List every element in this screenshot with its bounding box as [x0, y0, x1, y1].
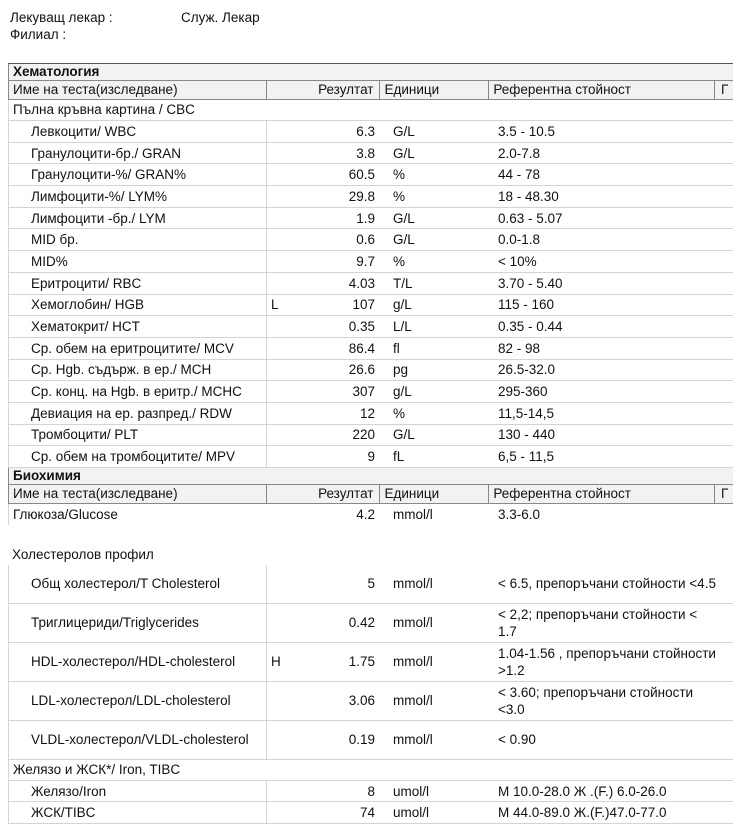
biochemistry-title: Биохимия [8, 468, 733, 485]
test-name: MID% [9, 251, 267, 272]
test-flag: L [271, 297, 279, 313]
table-row [8, 381, 733, 403]
test-reference: 0.35 - 0.44 [498, 319, 563, 335]
test-reference: 82 - 98 [498, 340, 541, 356]
test-result: 8 [367, 783, 375, 799]
test-name: Гранулоцити-%/ GRAN% [9, 164, 267, 185]
test-result: 4.2 [356, 506, 375, 522]
test-reference: < 3.60; препоръчани стойности <3.0 [498, 684, 694, 717]
test-name: Общ холестерол/T Cholesterol [9, 565, 267, 603]
test-name: ЖСК/TIBC [9, 802, 267, 823]
test-unit: pg [393, 362, 409, 378]
test-name: Ср. Hgb. съдърж. в ер./ MCH [9, 360, 267, 381]
test-unit: umol/l [393, 783, 430, 799]
test-result: 86.4 [348, 340, 375, 356]
test-reference: 3.3-6.0 [498, 506, 541, 522]
table-row [8, 295, 733, 317]
test-name: Хематокрит/ HCT [9, 316, 267, 337]
test-result: 4.03 [348, 275, 375, 291]
cholesterol-group: Холестеролов профил [12, 546, 154, 562]
test-reference: 26.5-32.0 [498, 362, 556, 378]
test-reference: М 10.0-28.0 Ж .(F.) 6.0-26.0 [498, 783, 667, 799]
test-reference: 0.63 - 5.07 [498, 210, 563, 226]
test-result: 29.8 [348, 188, 375, 204]
table-row [8, 604, 733, 643]
test-reference: 115 - 160 [498, 297, 555, 313]
table-row [8, 121, 733, 143]
test-unit: mmol/l [393, 732, 433, 748]
test-unit: g/L [393, 297, 412, 313]
test-name: Желязо/Iron [9, 781, 267, 802]
test-result: 0.42 [348, 615, 375, 631]
branch-label: Филиал : [10, 27, 67, 42]
test-name: VLDL-холестерол/VLDL-cholesterol [9, 721, 267, 759]
test-reference: М 44.0-89.0 Ж.(F.)47.0-77.0 [498, 805, 667, 821]
test-flag: H [271, 654, 281, 670]
table-row [8, 565, 733, 604]
test-name: Девиация на ер. разпред./ RDW [9, 403, 267, 424]
test-unit: mmol/l [393, 506, 433, 522]
col-flag [267, 81, 307, 99]
test-reference: < 6.5, препоръчани стойности <4.5 [498, 576, 716, 592]
test-reference: 2.0-7.8 [498, 145, 541, 161]
test-reference: 6,5 - 11,5 [498, 449, 555, 465]
test-reference: 18 - 48.30 [498, 188, 559, 204]
iron-group: Желязо и ЖСК*/ Iron, TIBC [8, 760, 733, 781]
test-result: 6.3 [356, 123, 375, 139]
test-reference: < 0.90 [498, 732, 536, 748]
test-result: 12 [359, 405, 375, 421]
table-row [8, 338, 733, 360]
test-unit: L/L [393, 319, 412, 335]
test-unit: mmol/l [393, 576, 433, 592]
test-name: Гранулоцити-бр./ GRAN [9, 143, 267, 164]
table-row [8, 316, 733, 338]
test-unit: % [393, 188, 406, 204]
col-name: Име на теста(изследване) [9, 485, 267, 503]
test-unit: fL [393, 449, 405, 465]
test-unit: G/L [393, 145, 415, 161]
test-reference: 0.0-1.8 [498, 232, 541, 248]
table-row [8, 802, 733, 824]
table-row [8, 446, 733, 468]
branch-line [10, 26, 66, 43]
test-name: Левкоцити/ WBC [9, 121, 267, 142]
col-result: Резултат [307, 485, 381, 503]
test-result: 3.8 [356, 145, 375, 161]
test-reference: 3.5 - 10.5 [498, 123, 556, 139]
test-name: Ср. конц. на Hgb. в еритр./ MCHC [9, 381, 267, 402]
test-name: Триглицериди/Triglycerides [9, 604, 267, 642]
test-name: Хемоглобин/ HGB [9, 295, 267, 316]
col-reference: Референтна стойност [489, 81, 715, 99]
test-name: LDL-холестерол/LDL-cholesterol [9, 682, 267, 720]
table-row [8, 643, 733, 682]
test-reference: 295-360 [498, 384, 548, 400]
test-unit: % [393, 167, 406, 183]
iron-rows [8, 781, 733, 824]
table-row [8, 682, 733, 721]
table-row [8, 186, 733, 208]
table-row [8, 425, 733, 447]
doctor-label: Лекуващ лекар : [10, 10, 113, 25]
test-name: Лимфоцити -бр./ LYM [9, 208, 267, 229]
test-result: 3.06 [348, 693, 375, 709]
test-name: Ср. обем на тромбоцитите/ MPV [9, 446, 267, 467]
test-name: Еритроцити/ RBC [9, 273, 267, 294]
test-result: 1.75 [348, 654, 375, 670]
hematology-title: Хематология [8, 64, 733, 81]
test-unit: g/L [393, 384, 412, 400]
hematology-column-header [8, 81, 733, 100]
test-name: Глюкоза/Glucose [13, 506, 118, 522]
table-row [8, 273, 733, 295]
col-last: Г [715, 81, 733, 99]
col-reference: Референтна стойност [489, 485, 715, 503]
table-row [8, 403, 733, 425]
test-unit: % [393, 253, 406, 269]
test-reference: < 2,2; препоръчани стойности < 1.7 [498, 606, 698, 639]
test-reference: 130 - 440 [498, 427, 556, 443]
test-unit: mmol/l [393, 654, 433, 670]
test-result: 307 [352, 384, 375, 400]
test-name: HDL-холестерол/HDL-cholesterol [9, 643, 267, 681]
cholesterol-rows [8, 565, 733, 760]
test-reference: 11,5-14,5 [498, 405, 555, 421]
results-table [8, 63, 733, 824]
col-units: Единици [380, 485, 489, 503]
table-row [8, 781, 733, 803]
col-units: Единици [380, 81, 489, 99]
test-result: 74 [359, 805, 375, 821]
table-row [8, 251, 733, 273]
table-row [8, 164, 733, 186]
test-name: Ср. обем на еритроцитите/ MCV [9, 338, 267, 359]
test-unit: mmol/l [393, 693, 433, 709]
test-result: 1.9 [356, 210, 375, 226]
test-reference: 44 - 78 [498, 167, 541, 183]
test-reference: 1.04-1.56 , препоръчани стойности >1.2 [498, 645, 716, 678]
table-row [8, 229, 733, 251]
biochemistry-column-header [8, 485, 733, 504]
test-result: 26.6 [348, 362, 375, 378]
test-result: 9 [367, 449, 375, 465]
test-name: Тромбоцити/ PLT [9, 425, 267, 446]
test-result: 60.5 [348, 167, 375, 183]
test-result: 220 [352, 427, 375, 443]
col-result: Резултат [307, 81, 381, 99]
col-last: Г [715, 485, 733, 503]
hematology-rows [8, 121, 733, 468]
test-name: MID бр. [9, 229, 267, 250]
test-result: 107 [352, 297, 375, 313]
test-unit: G/L [393, 232, 415, 248]
test-result: 0.19 [348, 732, 375, 748]
test-result: 5 [367, 576, 375, 592]
table-row [8, 143, 733, 165]
cbc-group: Пълна кръвна картина / CBC [8, 100, 733, 121]
doctor-value: Служ. Лекар [181, 10, 260, 25]
test-unit: G/L [393, 123, 415, 139]
table-row [8, 360, 733, 382]
test-reference: < 10% [498, 253, 537, 269]
col-flag [267, 485, 307, 503]
spacer [8, 525, 733, 545]
test-unit: T/L [393, 275, 413, 291]
test-result: 9.7 [356, 253, 375, 269]
test-unit: G/L [393, 210, 415, 226]
col-name: Име на теста(изследване) [9, 81, 267, 99]
test-result: 0.6 [356, 232, 375, 248]
test-unit: fl [393, 340, 400, 356]
test-unit: G/L [393, 427, 415, 443]
test-unit: % [393, 405, 406, 421]
table-row [8, 721, 733, 760]
test-result: 0.35 [348, 319, 375, 335]
doctor-line [10, 9, 260, 26]
test-unit: umol/l [393, 805, 430, 821]
table-row [8, 208, 733, 230]
table-row [8, 504, 733, 525]
test-reference: 3.70 - 5.40 [498, 275, 563, 291]
test-name: Лимфоцити-%/ LYM% [9, 186, 267, 207]
test-unit: mmol/l [393, 615, 433, 631]
